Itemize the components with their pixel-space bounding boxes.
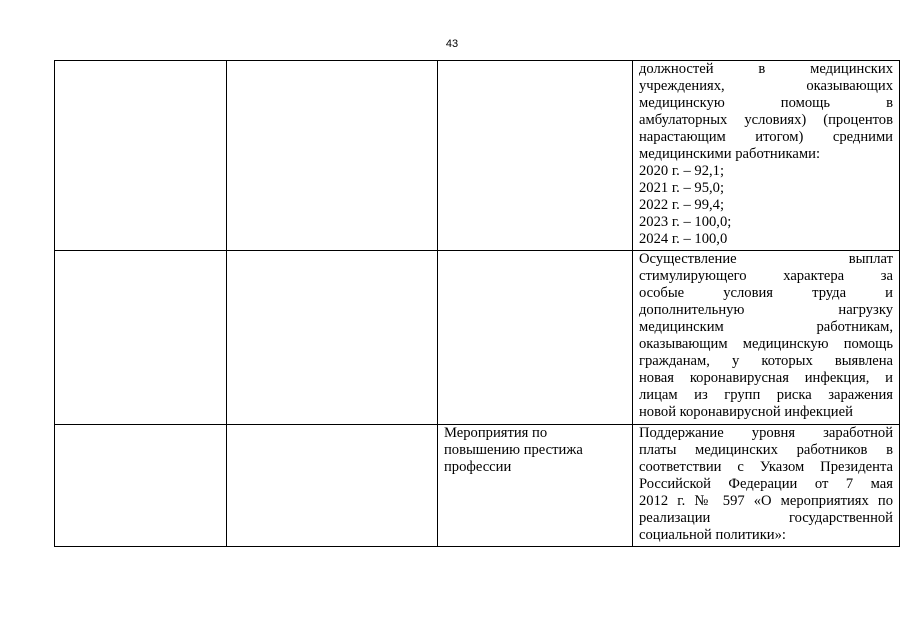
- cell-text-line: профессии: [444, 459, 512, 475]
- cell-text-line: платы медицинских работников в: [639, 442, 893, 458]
- cell-text-line: дополнительную нагрузку: [639, 302, 893, 318]
- table-cell-measure: [633, 425, 900, 547]
- table-cell-event: [438, 425, 633, 547]
- cell-text-line: медицинским работникам,: [639, 319, 893, 335]
- cell-text-line: реализации государственной: [639, 510, 893, 526]
- cell-text-line: новой коронавирусной инфекцией: [639, 404, 853, 420]
- cell-text-line: Мероприятия по: [444, 425, 548, 441]
- indicator-value-2020: 2020 г. – 92,1;: [639, 163, 725, 179]
- cell-text-line: повышению престижа: [444, 442, 583, 458]
- cell-text-line: медицинскими работниками:: [639, 146, 821, 162]
- cell-text-line: учреждениях, оказывающих: [639, 78, 893, 94]
- table-row: [55, 61, 900, 251]
- cell-text-line: особые условия труда и: [639, 285, 893, 301]
- cell-text-line: 2012 г. № 597 «О мероприятиях по: [639, 493, 893, 509]
- table-row: [55, 251, 900, 425]
- cell-text-line: новая коронавирусная инфекция, и: [639, 370, 893, 386]
- cell-text-line: медицинскую помощь в: [639, 95, 893, 111]
- cell-text-line: Осуществление выплат: [639, 251, 893, 267]
- table-cell-empty: [227, 251, 438, 425]
- cell-text-line: Поддержание уровня заработной: [639, 425, 893, 441]
- cell-text-line: соответствии с Указом Президента: [639, 459, 893, 475]
- table-cell-indicator: [633, 61, 900, 251]
- cell-text-line: социальной политики»:: [639, 527, 786, 543]
- indicator-value-2021: 2021 г. – 95,0;: [639, 180, 725, 196]
- page-number: 43: [445, 38, 459, 50]
- indicator-value-2022: 2022 г. – 99,4;: [639, 197, 725, 213]
- cell-text-line: нарастающим итогом) средними: [639, 129, 893, 145]
- table-cell-empty: [438, 61, 633, 251]
- cell-text-line: оказывающим медицинскую помощь: [639, 336, 893, 352]
- cell-text-line: лицам из групп риска заражения: [639, 387, 893, 403]
- table-cell-empty: [55, 61, 227, 251]
- table-row: [55, 425, 900, 547]
- cell-text-line: Российской Федерации от 7 мая: [639, 476, 893, 492]
- table-cell-empty: [227, 425, 438, 547]
- cell-text-line: гражданам, у которых выявлена: [639, 353, 893, 369]
- indicator-value-2023: 2023 г. – 100,0;: [639, 214, 732, 230]
- table-cell-measure: [633, 251, 900, 425]
- cell-text-line: стимулирующего характера за: [639, 268, 893, 284]
- table-cell-empty: [227, 61, 438, 251]
- table-cell-empty: [55, 251, 227, 425]
- table-cell-empty: [55, 425, 227, 547]
- cell-text-line: амбулаторных условиях) (процентов: [639, 112, 893, 128]
- table-cell-empty: [438, 251, 633, 425]
- indicator-value-2024: 2024 г. – 100,0: [639, 231, 728, 247]
- measures-table: [54, 60, 900, 547]
- cell-text-line: должностей в медицинских: [639, 61, 893, 77]
